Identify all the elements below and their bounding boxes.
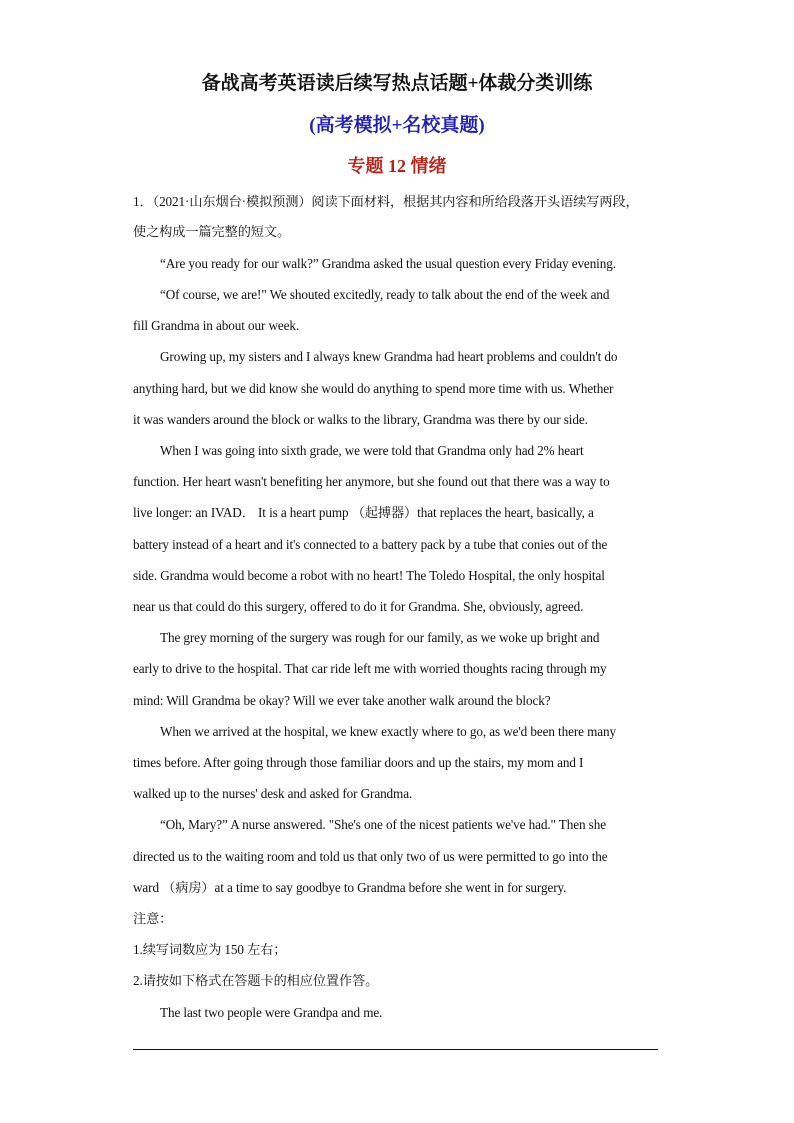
passage-line: function. Her heart wasn't benefiting her anymore, but she found out that there was a way to bbox=[133, 474, 610, 489]
notes-item: 1.续写词数应为 150 左右； bbox=[133, 942, 287, 957]
document-title: 备战高考英语读后续写热点话题+体裁分类训练 bbox=[201, 73, 593, 94]
notes-heading: 注意： bbox=[133, 911, 173, 926]
notes-item: 2.请按如下格式在答题卡的相应位置作答。 bbox=[133, 973, 379, 988]
document-subtitle: (高考模拟+名校真题) bbox=[309, 115, 485, 136]
passage-line: “Oh, Mary?” A nurse answered. "She's one of the nicest patients we've had." Then she bbox=[160, 817, 606, 832]
passage-line: anything hard, but we did know she would do anything to spend more time with us. Whether bbox=[133, 381, 614, 396]
passage-line: early to drive to the hospital. That car ride left me with worried thoughts racing through my bbox=[133, 661, 607, 676]
passage-line: side. Grandma would become a robot with no heart! The Toledo Hospital, the only hospital bbox=[133, 568, 605, 583]
passage-line: battery instead of a heart and it's connected to a battery pack by a tube that conies out of the bbox=[133, 537, 608, 552]
passage-line: fill Grandma in about our week. bbox=[133, 318, 300, 333]
passage-line: “Of course, we are!" We shouted excitedly, ready to talk about the end of the week and bbox=[160, 287, 610, 302]
question-intro-line: 1．（2021·山东烟台·模拟预测）阅读下面材料，根据其内容和所给段落开头语续写两段， bbox=[133, 194, 639, 209]
continuation-opening: The last two people were Grandpa and me. bbox=[160, 1005, 383, 1020]
passage-line: directed us to the waiting room and told us that only two of us were permitted to go into the bbox=[133, 849, 608, 864]
passage-line: The grey morning of the surgery was rough for our family, as we woke up bright and bbox=[160, 630, 600, 645]
passage-line: When I was going into sixth grade, we were told that Grandma only had 2% heart bbox=[160, 443, 584, 458]
question-intro-line: 使之构成一篇完整的短文。 bbox=[133, 224, 291, 239]
passage-line: mind: Will Grandma be okay? Will we ever take another walk around the block? bbox=[133, 693, 551, 708]
passage-line: it was wanders around the block or walks to the library, Grandma was there by our side. bbox=[133, 412, 588, 427]
passage-line: walked up to the nurses' desk and asked for Grandma. bbox=[133, 786, 413, 801]
answer-line bbox=[133, 1049, 658, 1050]
passage-line: times before. After going through those familiar doors and up the stairs, my mom and I bbox=[133, 755, 584, 770]
passage-line: ward （病房）at a time to say goodbye to Grandma before she went in for surgery. bbox=[133, 880, 567, 895]
passage-line: live longer: an IVAD． It is a heart pump （起搏器）that replaces the heart, basically, a bbox=[133, 505, 594, 520]
passage-line: near us that could do this surgery, offered to do it for Grandma. She, obviously, agreed. bbox=[133, 599, 584, 614]
topic-heading: 专题 12 情绪 bbox=[347, 156, 447, 176]
passage-line: “Are you ready for our walk?” Grandma asked the usual question every Friday evening. bbox=[160, 256, 616, 271]
passage-line: Growing up, my sisters and I always knew Grandma had heart problems and couldn't do bbox=[160, 349, 618, 364]
passage-line: When we arrived at the hospital, we knew exactly where to go, as we'd been there many bbox=[160, 724, 616, 739]
